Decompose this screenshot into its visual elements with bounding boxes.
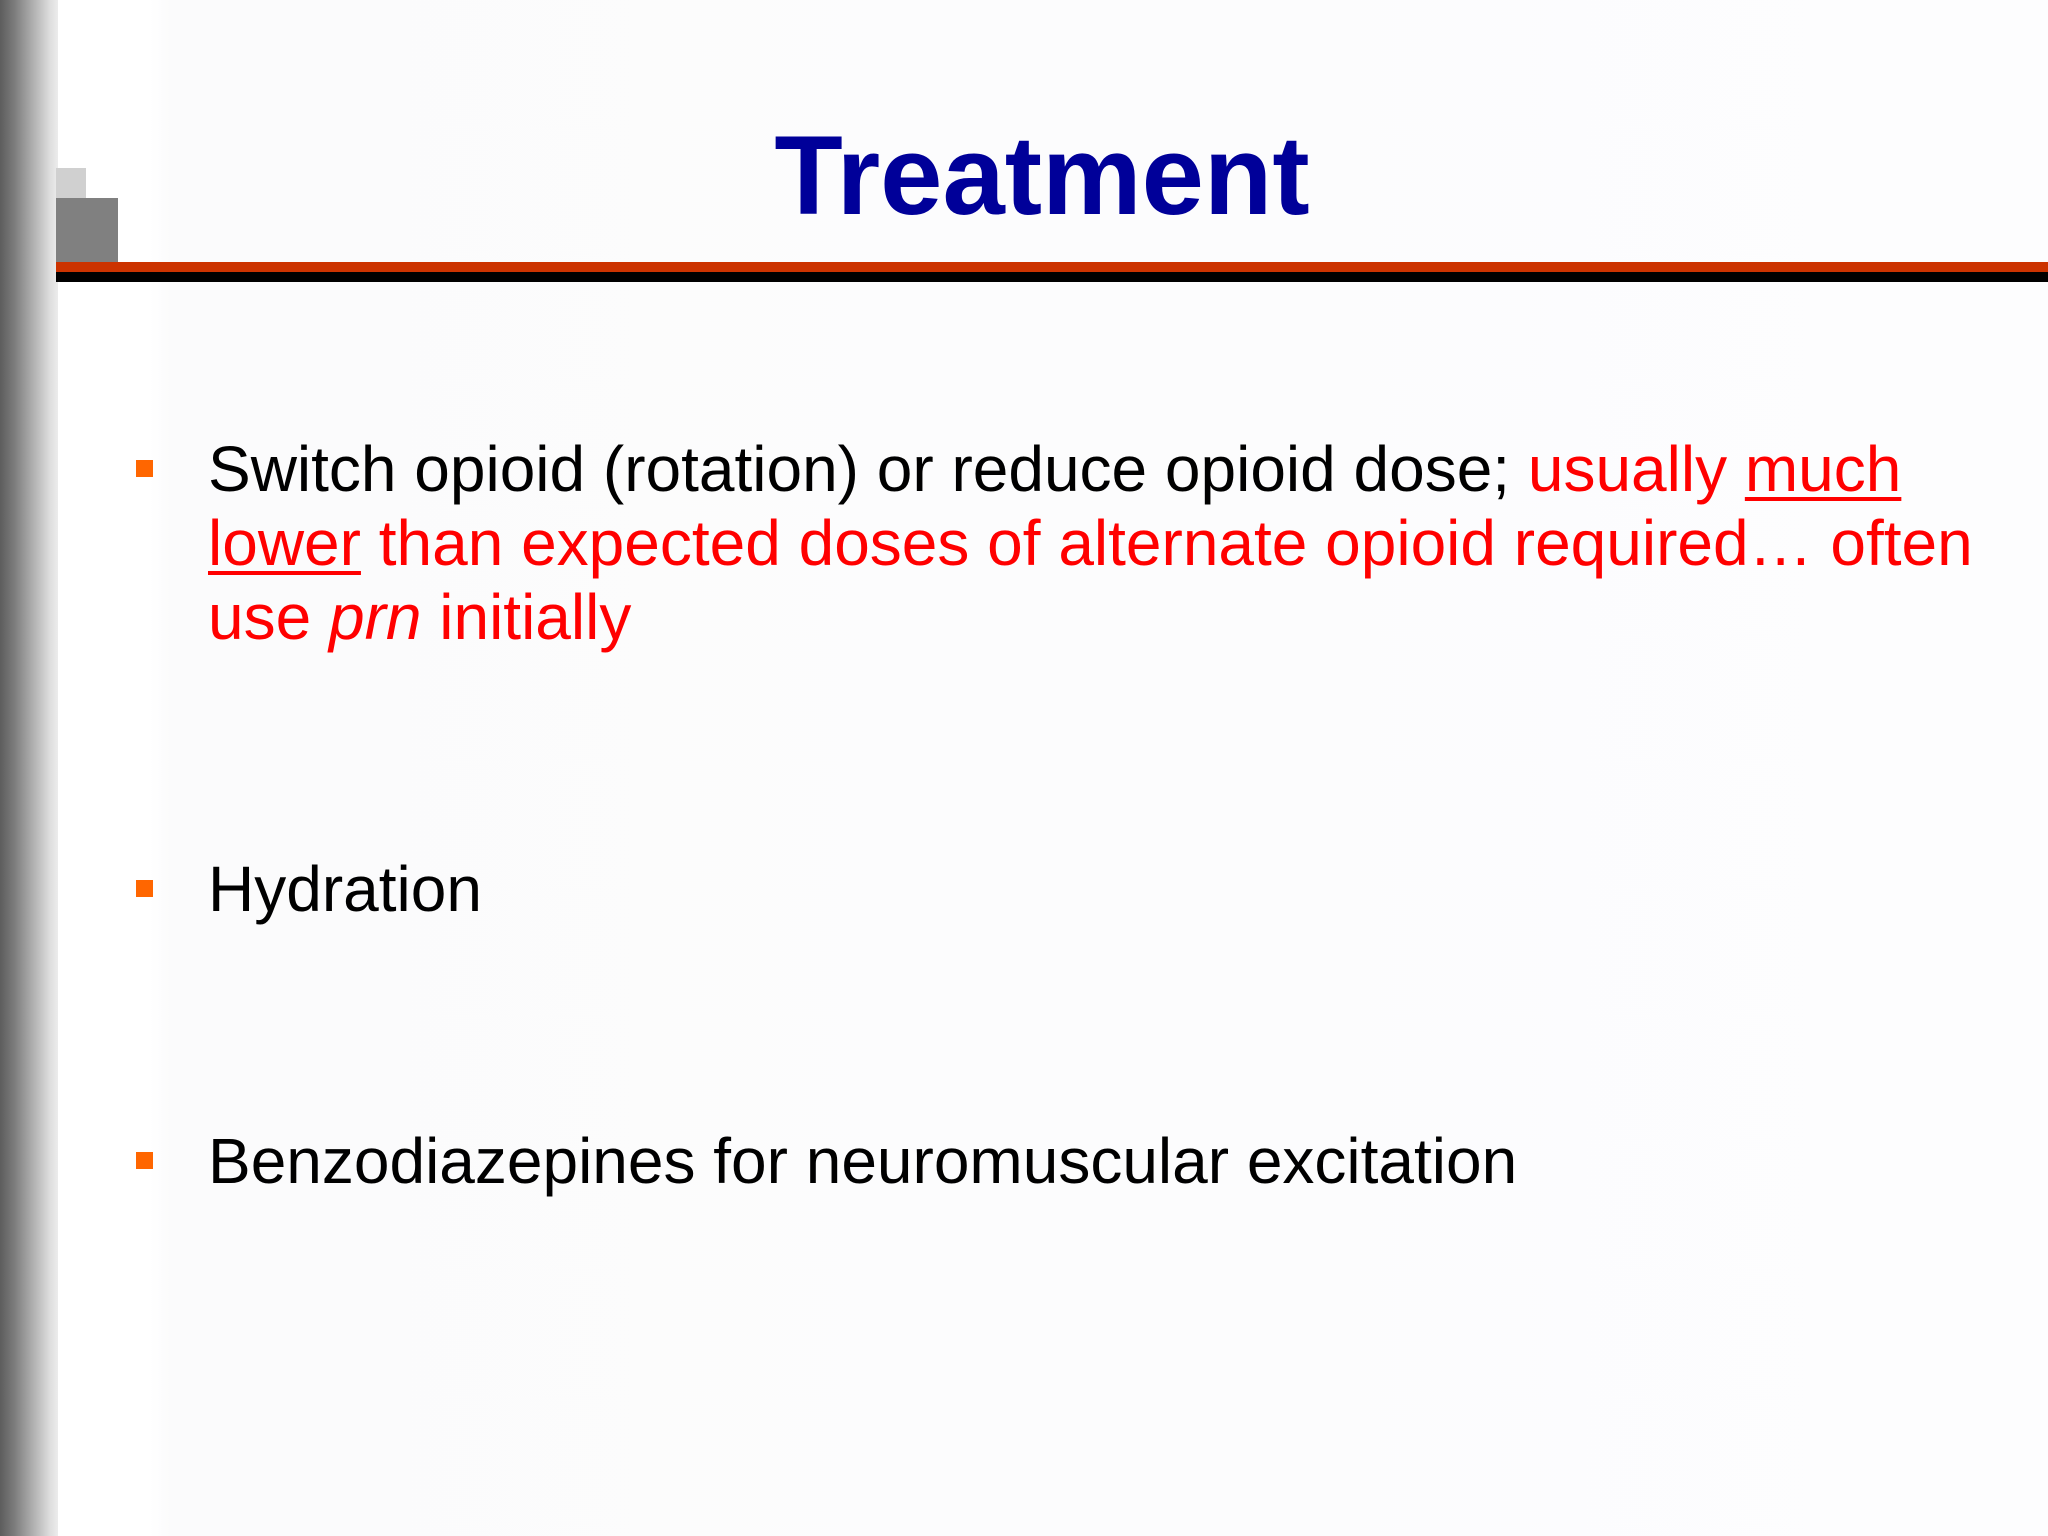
bullet-text-segment: Benzodiazepines for neuromuscular excitation — [208, 1125, 1518, 1197]
bullet-text-segment: Hydration — [208, 853, 482, 925]
bullet-text-segment-underlined: much lower — [208, 433, 1902, 579]
bullet-text-segment-italic: prn — [328, 581, 422, 653]
title-rule-black — [56, 272, 2048, 282]
bullet-text-segment: than expected doses of alternate opioid required… often use — [208, 507, 1973, 653]
orange-square-bullet-icon — [136, 880, 153, 897]
orange-square-bullet-icon — [136, 1152, 153, 1169]
bullet-text-segment: usually — [1527, 433, 1745, 505]
bullet-text — [208, 852, 1988, 926]
bullet-text-segment: initially — [421, 581, 632, 653]
bullet-text — [208, 432, 1988, 654]
orange-square-bullet-icon — [136, 460, 153, 477]
bullet-text — [208, 1124, 1988, 1198]
bullet-text-segment: Switch opioid (rotation) or reduce opioid dose; — [208, 433, 1528, 505]
title-rule-red — [56, 262, 2048, 272]
slide-title: Treatment — [774, 113, 1310, 238]
